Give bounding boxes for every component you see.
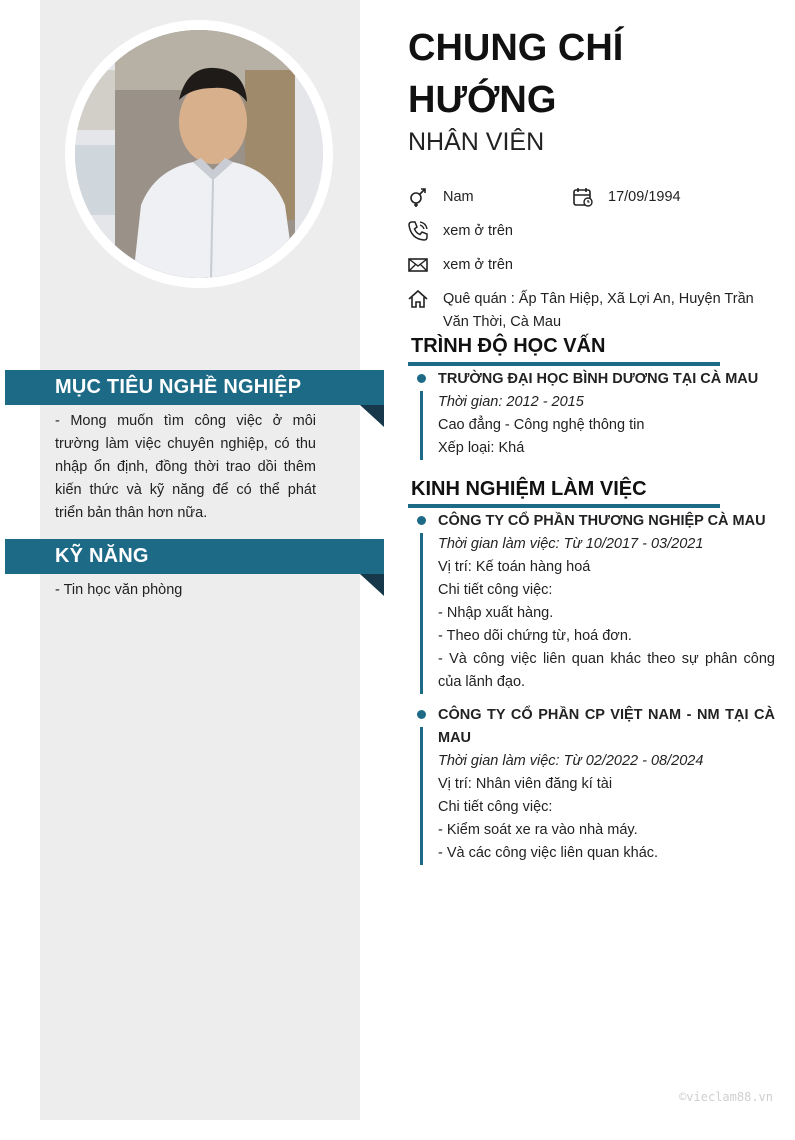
phone-value: xem ở trên <box>443 223 513 239</box>
education-title: TRÌNH ĐỘ HỌC VẤN <box>411 335 606 357</box>
bullet-dot <box>417 516 426 525</box>
candidate-position: NHÂN VIÊN <box>408 128 545 156</box>
banner-fold <box>360 574 384 596</box>
birthdate-value: 17/09/1994 <box>608 189 681 205</box>
job-detail: - Kiểm soát xe ra vào nhà máy. <box>438 822 638 838</box>
envelope-icon <box>407 254 429 276</box>
timeline-line <box>420 727 423 865</box>
address-value: Quê quán : Ấp Tân Hiệp, Xã Lợi An, Huyện Trần Văn Thời, Cà Mau <box>443 291 754 330</box>
gender-icon <box>407 186 429 208</box>
job-detail: - Và các công việc liên quan khác. <box>438 845 659 861</box>
company-name: CÔNG TY CỔ PHẦN THƯƠNG NGHIỆP CÀ MAU <box>438 513 766 529</box>
experience-divider <box>408 504 720 508</box>
bullet-dot <box>417 710 426 719</box>
skills-text: - Tin học văn phòng <box>55 582 183 598</box>
job-role: Vị trí: Kế toán hàng hoá <box>438 559 591 575</box>
experience-title: KINH NGHIỆM LÀM VIỆC <box>411 478 647 500</box>
watermark: ©vieclam88.vn <box>679 1090 773 1104</box>
objective-text: - Mong muốn tìm công việc ở môi trường làm việc chuyên nghiệp, có thu nhập ổn định, đồng thời trao dồi thêm kiến thức và kỹ năng để có thể phát triển bản thân hơn nữa. <box>55 413 316 521</box>
experience-entry <box>420 704 775 865</box>
education-entry <box>420 368 775 460</box>
calendar-icon <box>572 186 594 208</box>
candidate-name: CHUNG CHÍ HƯỚNG <box>408 27 624 121</box>
objective-banner <box>5 370 384 405</box>
job-detail-label: Chi tiết công việc: <box>438 799 553 815</box>
school-name: TRƯỜNG ĐẠI HỌC BÌNH DƯƠNG TẠI CÀ MAU <box>438 371 759 387</box>
education-time: Thời gian: 2012 - 2015 <box>438 394 584 410</box>
job-detail: - Nhập xuất hàng. <box>438 605 554 621</box>
bullet-dot <box>417 374 426 383</box>
job-detail-label: Chi tiết công việc: <box>438 582 553 598</box>
job-time: Thời gian làm việc: Từ 02/2022 - 08/2024 <box>438 753 704 769</box>
job-detail: - Và công việc liên quan khác theo sự phân công của lãnh đạo. <box>438 651 775 690</box>
email-value: xem ở trên <box>443 257 513 273</box>
avatar <box>75 30 323 278</box>
skills-banner <box>5 539 384 574</box>
job-detail: - Theo dõi chứng từ, hoá đơn. <box>438 628 632 644</box>
gender-value: Nam <box>443 189 474 205</box>
objective-title: MỤC TIÊU NGHỀ NGHIỆP <box>55 376 302 398</box>
company-name: CÔNG TY CỔ PHẦN CP VIỆT NAM - NM TẠI CÀ MAU <box>438 707 775 746</box>
banner-fold <box>360 405 384 427</box>
home-icon <box>407 288 429 310</box>
timeline-line <box>420 391 423 460</box>
job-time: Thời gian làm việc: Từ 10/2017 - 03/2021 <box>438 536 704 552</box>
phone-icon <box>407 220 429 242</box>
skills-title: KỸ NĂNG <box>55 545 149 567</box>
experience-entry <box>420 510 775 694</box>
education-divider <box>408 362 720 366</box>
education-grade: Xếp loại: Khá <box>438 440 525 456</box>
job-role: Vị trí: Nhân viên đăng kí tài <box>438 776 613 792</box>
timeline-line <box>420 533 423 694</box>
education-degree: Cao đẳng - Công nghệ thông tin <box>438 417 645 433</box>
